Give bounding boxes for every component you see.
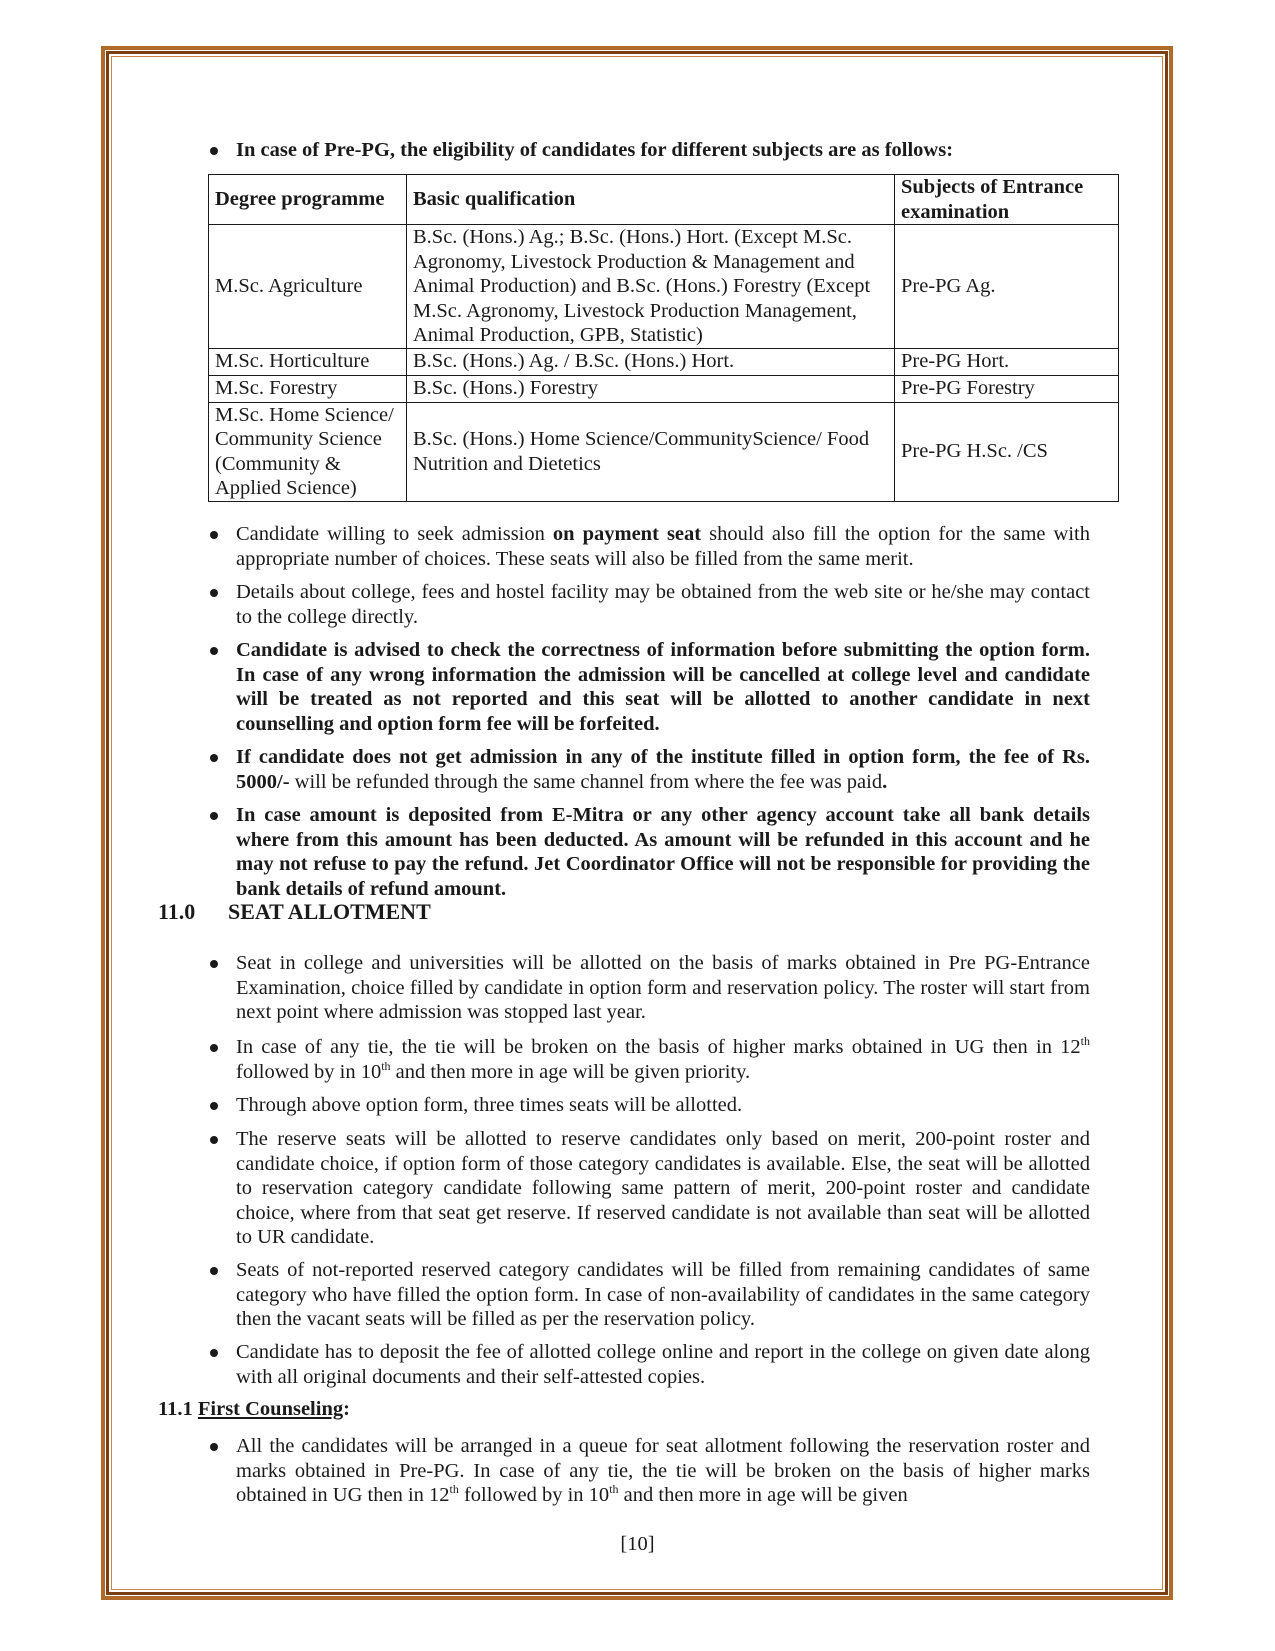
queue-rule (236, 1434, 1090, 1508)
superscript: th (381, 1058, 391, 1073)
subsection-title: First Counseling (197, 1398, 344, 1420)
superscript: th (609, 1482, 619, 1497)
table-cell: B.Sc. (Hons.) Forestry (407, 375, 895, 402)
section-title: SEAT ALLOTMENT (228, 899, 431, 924)
text-run: and then more in age will be given priority. (390, 1060, 751, 1083)
text-run: All the candidates will be arranged in a queue for seat allotment following the reservation roster and marks obtained in Pre-PG. In case of any tie, the tie will be broken on the basis of higher marks obtained in UG then in 12 (236, 1435, 1090, 1506)
table-cell: B.Sc. (Hons.) Ag. / B.Sc. (Hons.) Hort. (407, 348, 895, 375)
text-run: : (343, 1398, 350, 1420)
correctness-warning: Candidate is advised to check the correctness of information before submitting the option form. In case of any wrong information the admission will be cancelled at college level and candidate will be treated as not reported and this seat will be allotted to another candidate in next counselling and option form fee will be forfeited. (236, 639, 1090, 735)
table-header-cell: Degree programme (209, 175, 407, 225)
bullet-icon (210, 960, 218, 968)
text-run: should also fill the option for the same with appropriate number of choices. These seats will also be filled from the same merit. (236, 523, 1090, 570)
table-row (209, 348, 1119, 375)
table-cell: M.Sc. Home Science/ Community Science (Community & Applied Science) (209, 402, 407, 501)
table-cell: M.Sc. Horticulture (209, 348, 407, 375)
text-run: In case of any tie, the tie will be broken on the basis of higher marks obtained in UG then in 12 (236, 1036, 1081, 1058)
superscript: th (1080, 1034, 1090, 1049)
table-header-row (209, 175, 1119, 225)
payment-seat-note (236, 522, 1090, 571)
table-cell: B.Sc. (Hons.) Ag.; B.Sc. (Hons.) Hort. (Except M.Sc. Agronomy, Livestock Production & Management and Animal Production) and B.Sc. (Hons.) Forestry (Except M.Sc. Agronomy, Livestock Production Management, Animal Production, GPB, Statistic) (407, 225, 895, 349)
text-run-bold: . (882, 770, 888, 793)
bank-details-note: In case amount is deposited from E-Mitra or any other agency account take all bank details where from this amount has been deducted. As amount will be refunded in this account and he may not refuse to pay the refund. Jet Coordinator Office will not be responsible for providing the bank details of refund amount. (236, 804, 1090, 900)
bullet-icon (210, 1443, 218, 1451)
table-row (209, 225, 1119, 349)
eligibility-intro: In case of Pre-PG, the eligibility of candidates for different subjects are as follows: (236, 139, 954, 161)
text-run-bold: on payment seat (552, 523, 702, 545)
text-run: and then more in age will be given (618, 1484, 908, 1506)
refund-note (236, 745, 1090, 794)
text-run: Candidate willing to seek admission (236, 523, 553, 545)
college-details-note: Details about college, fees and hostel facility may be obtained from the web site or he/she may contact to the college directly. (236, 581, 1090, 628)
subsection-number: 11.1 (158, 1398, 198, 1420)
bullet-icon (210, 754, 218, 762)
table-cell: B.Sc. (Hons.) Home Science/CommunityScience/ Food Nutrition and Dietetics (407, 402, 895, 501)
eligibility-table (208, 174, 1119, 502)
page-number: [10] (620, 1533, 655, 1555)
table-header-cell: Basic qualification (407, 175, 895, 225)
table-header-cell: Subjects of Entrance examination (895, 175, 1119, 225)
bullet-icon (210, 531, 218, 539)
table-cell: M.Sc. Forestry (209, 375, 407, 402)
superscript: th (449, 1482, 459, 1497)
reserve-seats-rule: The reserve seats will be allotted to reserve candidates only based on merit, 200-point roster and candidate choice, if option form of those category candidates is available. Else, the seat will be allotted to reservation category candidate following same pattern of merit, 200-point roster and candidate choice, where from that seat get reserve. If reserved candidate is not available than seat will be allotted to UR candidate. (236, 1128, 1090, 1248)
bullet-icon (210, 1136, 218, 1144)
table-cell: Pre-PG H.Sc. /CS (895, 402, 1119, 501)
bullet-icon (210, 1267, 218, 1275)
table-row (209, 402, 1119, 501)
allotment-rounds: Through above option form, three times seats will be allotted. (236, 1094, 743, 1116)
table-cell: Pre-PG Ag. (895, 225, 1119, 349)
section-number: 11.0 (158, 899, 196, 924)
table-cell: Pre-PG Hort. (895, 348, 1119, 375)
text-run: followed by in 10 (236, 1060, 382, 1083)
bullet-icon (210, 812, 218, 820)
text-run: will be refunded through the same channel from where the fee was paid (289, 770, 883, 793)
bullet-icon (210, 147, 218, 155)
bullet-icon (210, 647, 218, 655)
bullet-icon (210, 1044, 218, 1052)
fee-deposit-rule: Candidate has to deposit the fee of allotted college online and report in the college on given date along with all original documents and their self-attested copies. (236, 1341, 1090, 1388)
subsection-heading (158, 1397, 350, 1422)
bullet-icon (210, 1102, 218, 1110)
tie-break-rule (236, 1035, 1090, 1084)
text-run-bold: If candidate does not get admission in any of the institute filled in option form, the fee of Rs. 5000/- (236, 746, 1090, 793)
table-cell: Pre-PG Forestry (895, 375, 1119, 402)
not-reported-seats-rule: Seats of not-reported reserved category candidates will be filled from remaining candidates of same category who have filled the option form. In case of non-availability of candidates in the same category then the vacant seats will be filled as per the reservation policy. (236, 1259, 1090, 1330)
text-run: followed by in 10 (458, 1484, 610, 1506)
bullet-icon (210, 589, 218, 597)
table-cell: M.Sc. Agriculture (209, 225, 407, 349)
bullet-icon (210, 1349, 218, 1357)
table-row (209, 375, 1119, 402)
allotment-basis: Seat in college and universities will be allotted on the basis of marks obtained in Pre PG-Entrance Examination, choice filled by candidate in option form and reservation policy. The roster will start from next point where admission was stopped last year. (236, 952, 1090, 1023)
